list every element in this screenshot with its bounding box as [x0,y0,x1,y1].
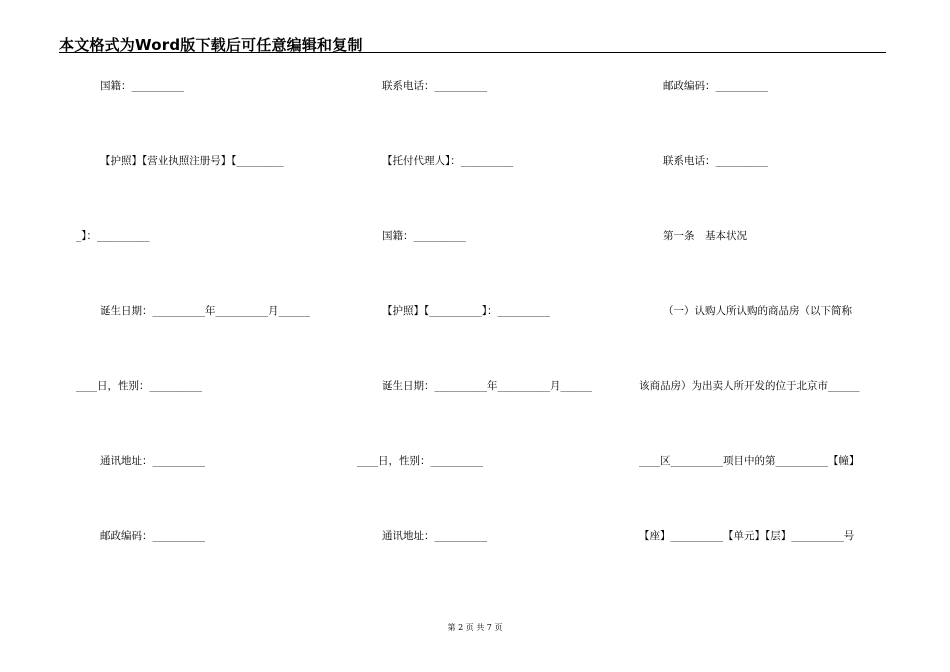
page-number: 第 2 页 共 7 页 [447,623,503,632]
agent-postal-code-line: 邮政编码：__________ [663,80,768,92]
nationality-line: 国籍：__________ [100,80,184,92]
header-divider [59,52,886,53]
id-number-line: _】：__________ [76,230,150,242]
agent-phone-line: 联系电话：__________ [663,155,768,167]
passport-license-line: 【护照】【营业执照注册号】【_________ [100,155,284,167]
clause-one-text-3: ____区__________项目中的第__________【幢】 [639,455,860,467]
agent-nationality-line: 国籍：__________ [382,230,466,242]
clause-one-text-1: （一）认购人所认购的商品房（以下简称 [663,305,852,317]
agent-address-line: 通讯地址：__________ [382,530,487,542]
birth-date-line: 诞生日期：__________年__________月______ [100,305,310,317]
address-line: 通讯地址：__________ [100,455,205,467]
day-gender-line: ____日，性别：__________ [76,380,202,392]
agent-line: 【托付代理人】：__________ [382,155,514,167]
clause-one-text-4: 【座】__________【单元】【层】__________号 [639,530,855,542]
agent-day-gender-line: ____日，性别：__________ [357,455,483,467]
agent-birth-date-line: 诞生日期：__________年__________月______ [382,380,592,392]
phone-line: 联系电话：__________ [382,80,487,92]
clause-one-text-2: 该商品房）为出卖人所开发的位于北京市______ [639,380,860,392]
postal-code-line: 邮政编码：__________ [100,530,205,542]
article-one-heading: 第一条 基本状况 [663,230,747,242]
agent-passport-line: 【护照】【__________】：__________ [382,305,550,317]
document-header-title: 本文格式为Word版下载后可任意编辑和复制 [59,36,363,54]
